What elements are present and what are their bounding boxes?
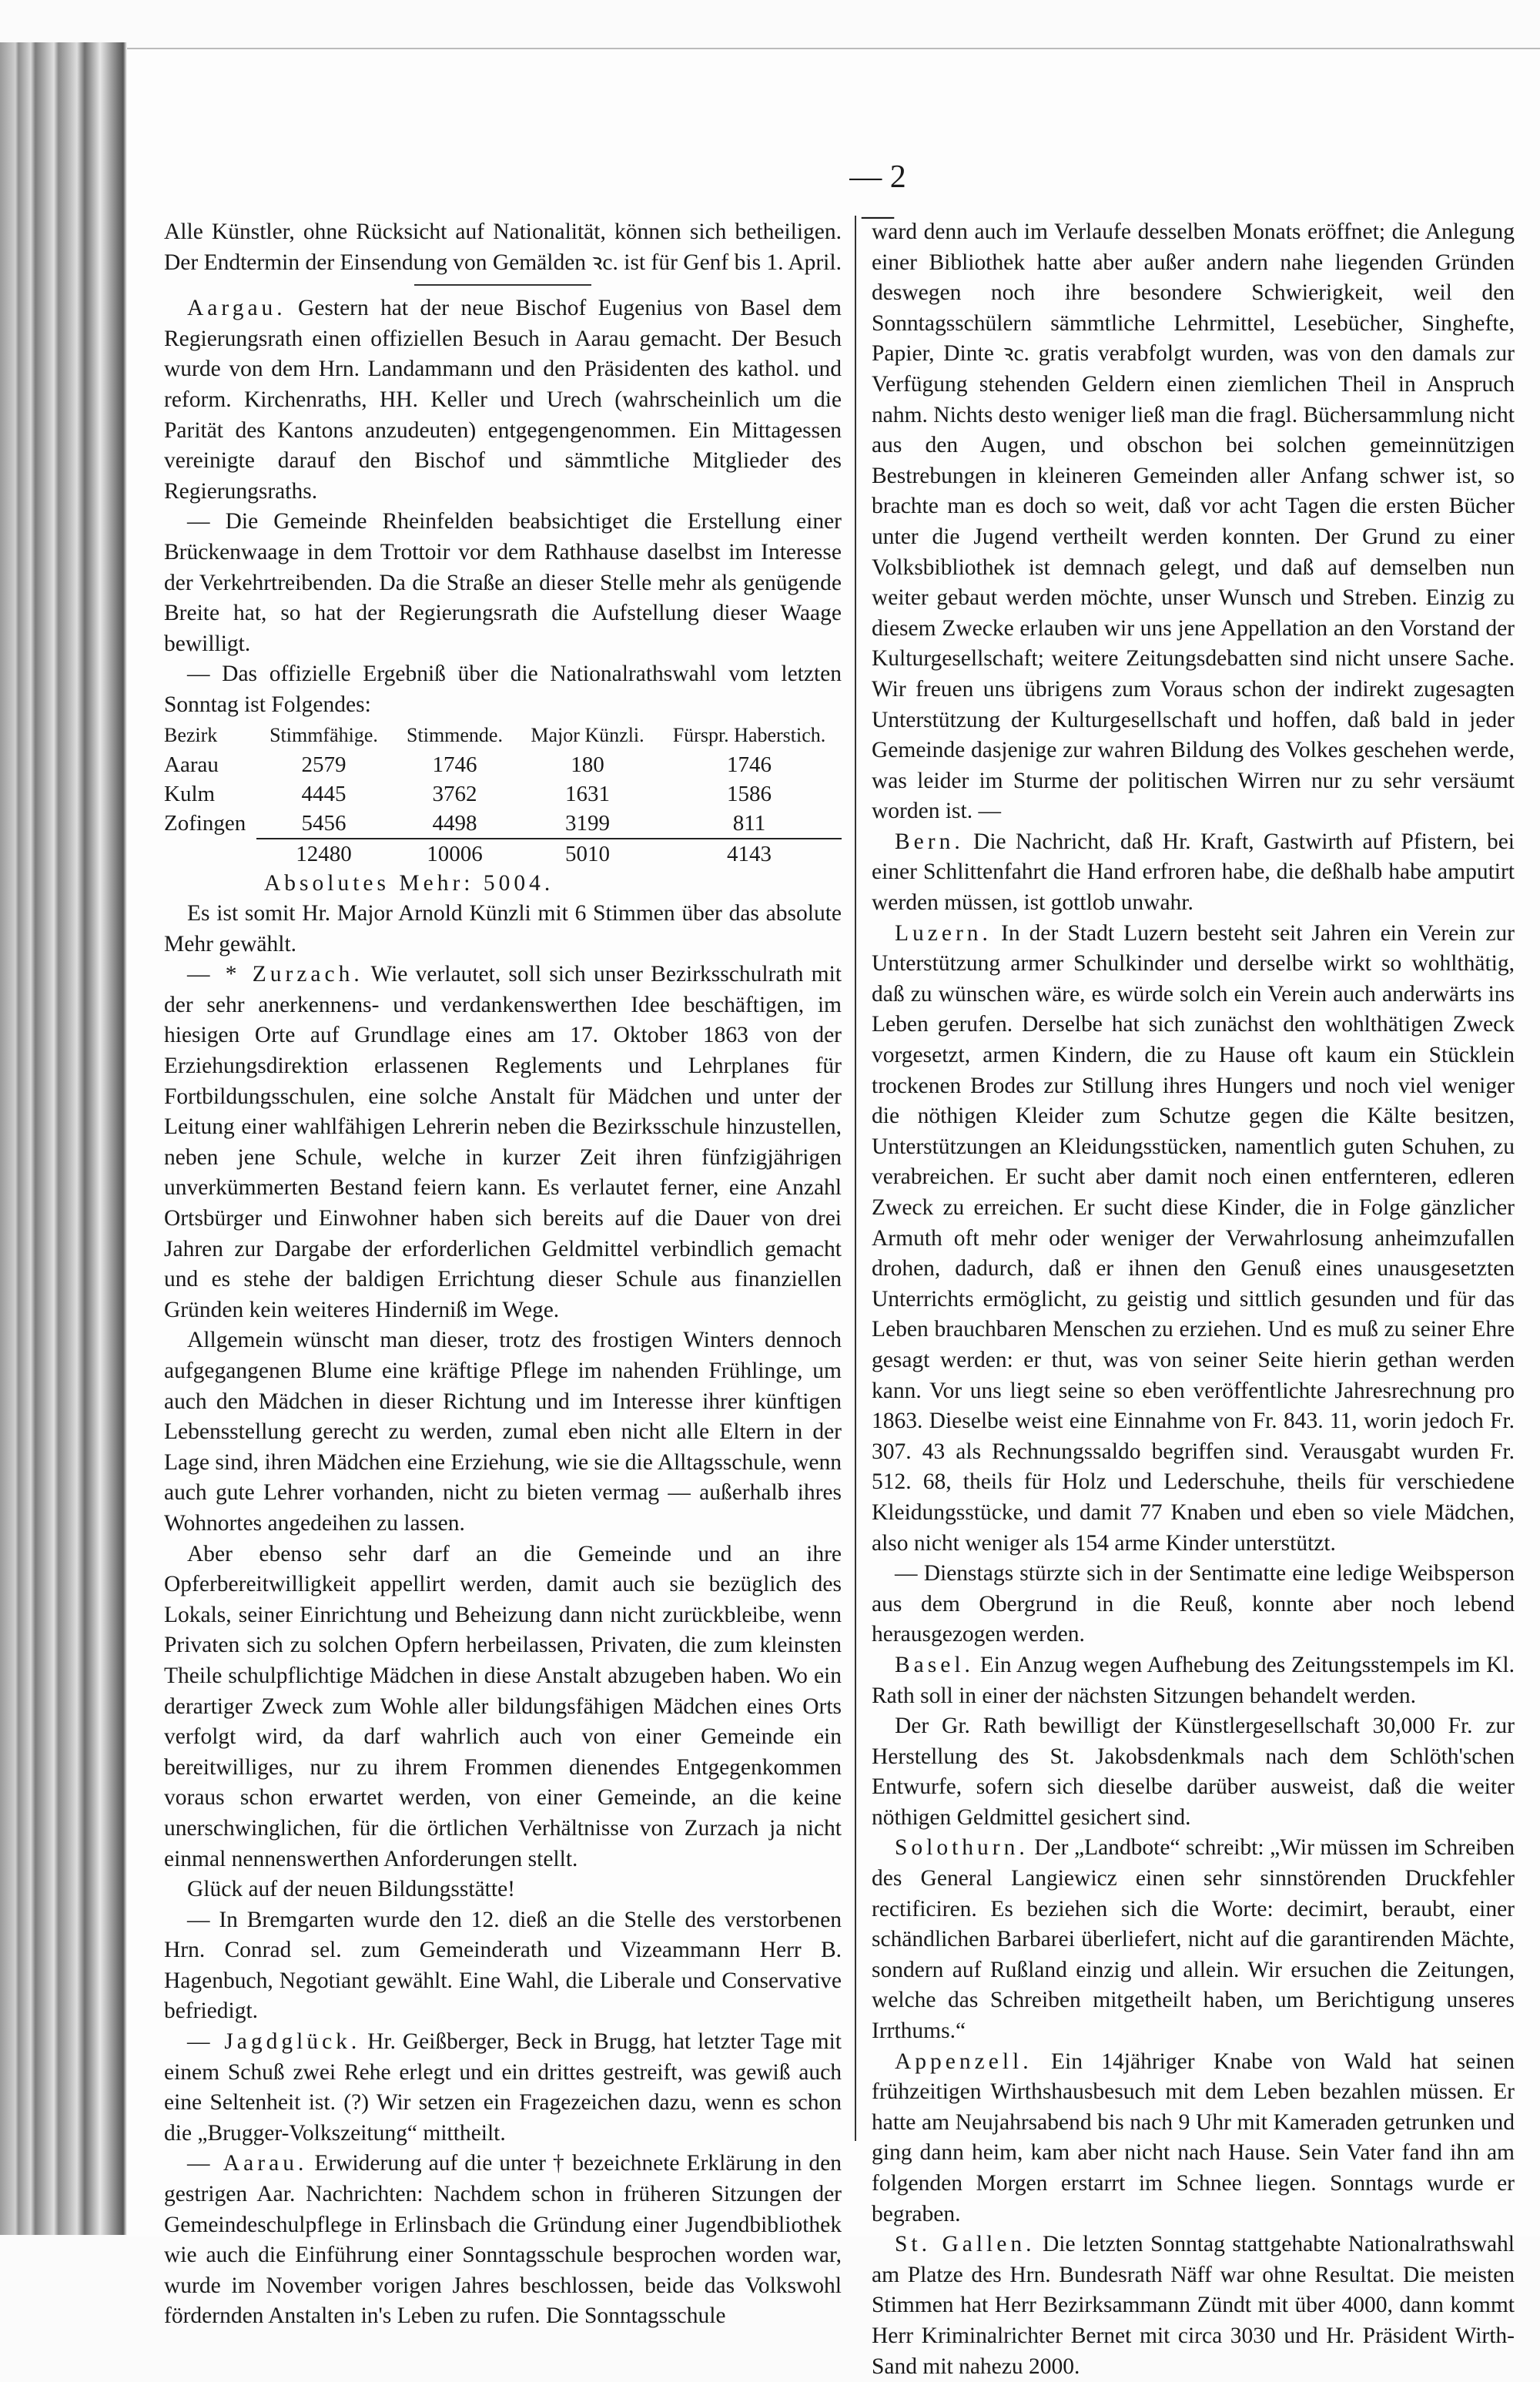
article-lead: Solothurn. <box>895 1835 1029 1861</box>
article-lead: Appenzell. <box>895 2049 1033 2074</box>
article-solothurn <box>872 1833 1515 2046</box>
article-text: In der Stadt Luzern besteht seit Jahren ein Verein zur Unterstützung armer Schulkinder und derselbe wirkt so wohlthätig, daß zu wünschen wäre, es würde solch ein Verein auch anderwärts ins Leben gerufen. Derselbe hat sich zunächst den wohlthätigen Zweck vorgesetzt, armen Kindern, die zu Hause oft kaum ein Stücklein trockenen Brodes zur Stillung ihres Hungers und noch viel weniger die nöthigen Kleider zum Schutze gegen die Kälte besitzen, Unterstützungen an Kleidungsstücken, namentlich guten Schuhen, zu verabreichen. Er sucht aber damit noch einen entfernteren, edleren Zweck zu erreichen. Er sucht diese Kinder, die in Folge gänzlicher Armuth oft mehr oder weniger der Verwahrlosung anheimzufallen drohen, dadurch, daß er ihnen den Genuß eines unausgesetzten Unterrichts ermöglicht, zu geistig und sittlich gesunden und für das Leben brauchbaren Menschen zu erziehen. Und es muß zu seiner Ehre gesagt werden: er thut, was von seiner Seite hierin gethan werden kann. Vor uns liegt seine so eben veröffentlichte Jahresrechnung pro 1863. Dieselbe weist eine Einnahme von Fr. 843. 11, worin jedoch Fr. 307. 43 als Rechnungssaldo begriffen sind. Verausgabt wurden Fr. 512. 68, theils für Holz und Lederschuhe, theils für verschiedene Kleidungsstücke, und damit 77 Knaben und eben so viele Mädchen, also nicht weniger als 154 arme Kinder unterstützt. <box>872 920 1515 1556</box>
cell: 3762 <box>432 781 477 806</box>
section-rule <box>414 284 591 286</box>
article-aber: Aber ebenso sehr darf an die Gemeinde und an ihre Opferbereitwilligkeit appellirt werden, damit auch sie bezüglich des Lokals, seiner Einrichtung und Beheizung dann nicht zurückbleibe, wenn Privaten sich zu solchen Opfern herbeilassen, Privaten, die zum kleinsten Theile schulpflichtige Mädchen in diese Anstalt abzugeben haben. Wo ein derartiger Zweck zum Wohle aller bildungsfähigen Mädchen eines Orts verfolgt wird, da darf wahrlich auch von einer Gemeinde ein bereitwilliges, nur zu ihrem Frommen dienendes Entgegenkommen voraus schon erwartet werden, von einer Gemeinde, an die keine unerschwinglichen, für die örtlichen Verhältnisse von Zurzach ja nicht einmal nennenswerthen Anforderungen stellt. <box>164 1541 842 1871</box>
cell: 811 <box>732 810 766 836</box>
absolutes-mehr: Absolutes Mehr: 5004. <box>264 870 554 896</box>
article-text: Hr. Geißberger, Beck in Brugg, hat letzter Tage mit einem Schuß zwei Rehe erlegt und ein drittes gestreift, was gewiß auch eine Seltenheit ist. (?) Wir setzen ein Fragezeichen dazu, wenn es schon die „Brugger-Volkszeitung“ mittheilt. <box>164 2029 842 2146</box>
article-lead: — Jagdglück. <box>187 2029 361 2055</box>
cell <box>164 839 256 869</box>
cell: 1631 <box>565 781 610 806</box>
cell: 1586 <box>727 781 772 806</box>
cell: 180 <box>571 752 604 777</box>
cell: 4143 <box>657 839 842 869</box>
column-divider <box>855 216 856 2141</box>
article-lead: Basel. <box>895 1652 974 1677</box>
page-stack-edges <box>0 42 127 2235</box>
cell: 10006 <box>391 839 518 869</box>
article-zurzach <box>164 960 842 1325</box>
election-results-table <box>164 721 842 869</box>
article-bern <box>872 827 1515 919</box>
table-total-row <box>164 839 842 869</box>
article-grrath: Der Gr. Rath bewilligt der Künstlergesellschaft 30,000 Fr. zur Herstellung des St. Jakobsdenkmals nach dem Schlöth'schen Entwurfe, sofern sich dieselbe darüber ausweist, daß die weiter nöthigen Geldmittel gesichert sind. <box>872 1714 1515 1830</box>
article-bremgarten: — In Bremgarten wurde den 12. dieß an die Stelle des verstorbenen Hrn. Conrad sel. zum Gemeinderath und Vizeammann Herr B. Hagenbuch, Negotiant gewählt. Eine Wahl, die Liberale und Conservative befriedigt. <box>164 1907 842 2024</box>
right-column <box>872 217 1515 2382</box>
article-lead: Aargau. <box>187 296 286 321</box>
header-cell: Major Künzli. <box>531 723 644 746</box>
cell: 4445 <box>301 781 346 806</box>
cell: Aarau <box>164 752 219 777</box>
article-appenzell <box>872 2047 1515 2230</box>
header-cell: Bezirk <box>164 723 218 746</box>
article-allgemein: Allgemein wünscht man dieser, trotz des frostigen Winters dennoch aufgegangenen Blume eine kräftige Pflege im nahenden Frühlinge, um auch den Mädchen in dieser Richtung und im Interesse ihrer künftigen Lebensstellung gerecht zu werden, zumal eben nicht alle Eltern in der Lage sind, ihren Mädchen eine Erziehung, wie sie die Alltagsschule, wenn auch gute Lehrer vorhanden, nicht zu bieten vermag — außerhalb ihres Wohnortes angedeihen zu lassen. <box>164 1328 842 1536</box>
article-wahl-intro: — Das offizielle Ergebniß über die Nationalrathswahl vom letzten Sonntag ist Folgendes: <box>164 662 842 717</box>
cell: 1746 <box>727 752 772 777</box>
cell: 3199 <box>565 810 610 836</box>
cell: 5010 <box>518 839 657 869</box>
cell: Zofingen <box>164 811 246 836</box>
table-header-row <box>164 721 842 750</box>
table-row <box>164 779 842 809</box>
article-lead: Bern. <box>895 829 964 854</box>
article-lead: — Aarau. <box>187 2151 308 2176</box>
article-lead: St. Gallen. <box>895 2232 1036 2257</box>
article-text: Ein Anzug wegen Aufhebung des Zeitungsstempels im Kl. Rath soll in einer der nächsten Sitzungen behandelt werden. <box>872 1652 1515 1708</box>
header-cell: Stimmende. <box>407 723 503 746</box>
article-luzern <box>872 919 1515 1559</box>
article-text: Die Nachricht, daß Hr. Kraft, Gastwirth auf Pfistern, bei einer Schlittenfahrt die Hand erfroren habe, die deßhalb habe amputirt werden müssen, ist gottlob unwahr. <box>872 829 1515 916</box>
article-lead: Luzern. <box>895 920 992 946</box>
article-text: Ein 14jähriger Knabe von Wald hat seinen frühzeitigen Wirthshausbesuch mit dem Leben bezahlen müssen. Er hatte am Neujahrsabend bis nach 9 Uhr mit Kameraden getrunken und ging dann heim, kam aber nicht nach Hause. Sein Vater fand ihn am folgenden Morgen erstarrt im Schnee liegen. Sonntags wurde er begraben. <box>872 2049 1515 2226</box>
header-cell: Fürspr. Haberstich. <box>672 723 826 746</box>
article-lead: — * Zurzach. <box>187 962 363 987</box>
header-cell: Stimmfähige. <box>270 723 378 746</box>
article-text: Der „Landbote“ schreibt: „Wir müssen im Schreiben des General Langiewicz einen sehr sinnstörenden Druckfehler rectificiren. Es beziehen sich die Worte: decimirt, beraubt, einer schändlichen Barbarei überliefert, nicht auf die garantirenden Mächte, sondern auf Rußland einzig und allein. Wir ersuchen die Zeitungen, welche das Schreiben mitgetheilt haben, um Berichtigung unseres Irrthums.“ <box>872 1835 1515 2044</box>
article-continuation: ward denn auch im Verlaufe desselben Monats eröffnet; die Anlegung einer Bibliothek hatte aber außer andern nahe liegenden Gründen deswegen noch ihre besondere Schwierigkeit, weil den Sonntagsschülern sämmtliche Lehrmittel, Lesebücher, Singhefte, Papier, Dinte ꝛc. gratis verabfolgt wurden, was von den damals zur Verfügung stehenden Geldern einen ziemlichen Theil in Anspruch nahm. Nichts desto weniger ließ man die fragl. Büchersammlung nicht aus den Augen, und obschon bei solchen gemeinnützigen Bestrebungen in kleineren Gemeinden aller Anfang schwer ist, so brachte man es doch so weit, daß vor acht Tagen die ersten Bücher unter die Jugend vertheilt werden konnten. Der Grund zu einer Volksbibliothek ist demnach gelegt, und daß auf demselben nun weiter gebaut werden möchte, unser Wunsch und Streben. Einzig zu diesem Zwecke erlauben wir uns jene Appellation an den Vorstand der Kulturgesellschaft; weitere Zeitungsdebatten sind nicht unsere Sache. Wir freuen uns übrigens zum Voraus schon der indirekt zugesagten Unterstützung der Kulturgesellschaft und hoffen, daß bald in jeder Gemeinde dasjenige zur wahren Bildung des Volkes geschehen werde, was leider im Sturme der politischen Wirren nur zu sehr versäumt worden ist. — <box>872 219 1515 824</box>
cell: 2579 <box>301 752 346 777</box>
article-aarau <box>164 2149 842 2332</box>
article-text: Erwiderung auf die unter † bezeichnete Erklärung in den gestrigen Aar. Nachrichten: Nachdem schon in früheren Sitzungen der Gemeindeschulpflege in Erlinsbach die Gründung einer Jugendbibliothek wie auch die Einführung einer Sonntagsschule besprochen worden war, wurde im November vorigen Jahres beschlossen, beide das Volkswohl fördernden Anstalten in's Leben zu rufen. Die Sonntagsschule <box>164 2151 842 2329</box>
cell: 4498 <box>432 810 477 836</box>
article-rheinfelden: — Die Gemeinde Rheinfelden beabsichtiget die Erstellung einer Brückenwaage in dem Trottoir vor dem Rathhause daselbst im Interesse der Verkehrtreibenden. Da die Straße an dieser Stelle mehr als genügende Breite hat, so hat der Regierungsrath die Aufstellung dieser Waage bewilligt. <box>164 509 842 656</box>
table-row <box>164 750 842 779</box>
cell: 1746 <box>432 752 477 777</box>
article-intro: Alle Künstler, ohne Rücksicht auf Nationalität, können sich betheiligen. Der Endtermin der Einsendung von Gemälden ꝛc. ist für Genf bis 1. April. <box>164 219 842 275</box>
article-dienstags: — Dienstags stürzte sich in der Sentimatte eine ledige Weibsperson aus dem Obergrund in die Reuß, konnte aber noch lebend herausgezogen werden. <box>872 1561 1515 1647</box>
left-column <box>164 217 842 2332</box>
article-aargau <box>164 293 842 507</box>
article-text: Die letzten Sonntag stattgehabte Nationalrathswahl am Platze des Hrn. Bundesrath Näff war ohne Resultat. Die meisten Stimmen hat Herr Bezirksammann Zündt mit über 4000, dann kommt Herr Kriminalrichter Bernet mit circa 3030 und Hr. Präsident Wirth-Sand mit nahezu 2000. <box>872 2232 1515 2379</box>
article-text: Wie verlautet, soll sich unser Bezirksschulrath mit der sehr anerkennens- und verdankenswerthen Idee beschäftigen, im hiesigen Orte auf Grundlage eines am 17. Oktober 1863 von der Erziehungsdirektion erlassenen Reglements und Lehrplanes für Fortbildungsschulen, eine solche Anstalt für Mädchen und unter der Leitung einer wahlfähigen Lehrerin neben die Bezirksschule hinzustellen, neben jene Schule, welche in kurzer Zeit ihren fünfzigjährigen unverkümmerten Bestand feiern kann. Es verlautet ferner, eine Anzahl Ortsbürger und Einwohner haben sich bereits auf die Dauer von drei Jahren zur Dargabe der erforderlichen Geldmittel verbindlich gemacht und es stehe der baldigen Errichtung dieser Schule aus finanziellen Gründen kein weiteres Hinderniß im Wege. <box>164 962 842 1322</box>
article-jagdglueck <box>164 2027 842 2149</box>
page-number: — 2 — <box>849 159 906 233</box>
article-gewaehlt: Es ist somit Hr. Major Arnold Künzli mit 6 Stimmen über das absolute Mehr gewählt. <box>164 901 842 956</box>
cell: 12480 <box>256 839 391 869</box>
article-glueck: Glück auf der neuen Bildungsstätte! <box>187 1877 515 1902</box>
article-basel <box>872 1650 1515 1711</box>
article-text: Gestern hat der neue Bischof Eugenius von Basel dem Regierungsrath einen offiziellen Besuch in Aarau gemacht. Der Besuch wurde von dem Hrn. Landammann und den Präsidenten des kathol. und reform. Kirchenraths, HH. Keller und Urech (wahrscheinlich um die Parität des Kantons anzudeuten) entgegengenommen. Ein Mittagessen vereinigte darauf den Bischof und sämmtliche Mitglieder des Regierungsraths. <box>164 296 842 504</box>
table-row <box>164 809 842 839</box>
article-stgallen <box>872 2230 1515 2382</box>
cell: 5456 <box>301 810 346 836</box>
cell: Kulm <box>164 781 216 806</box>
